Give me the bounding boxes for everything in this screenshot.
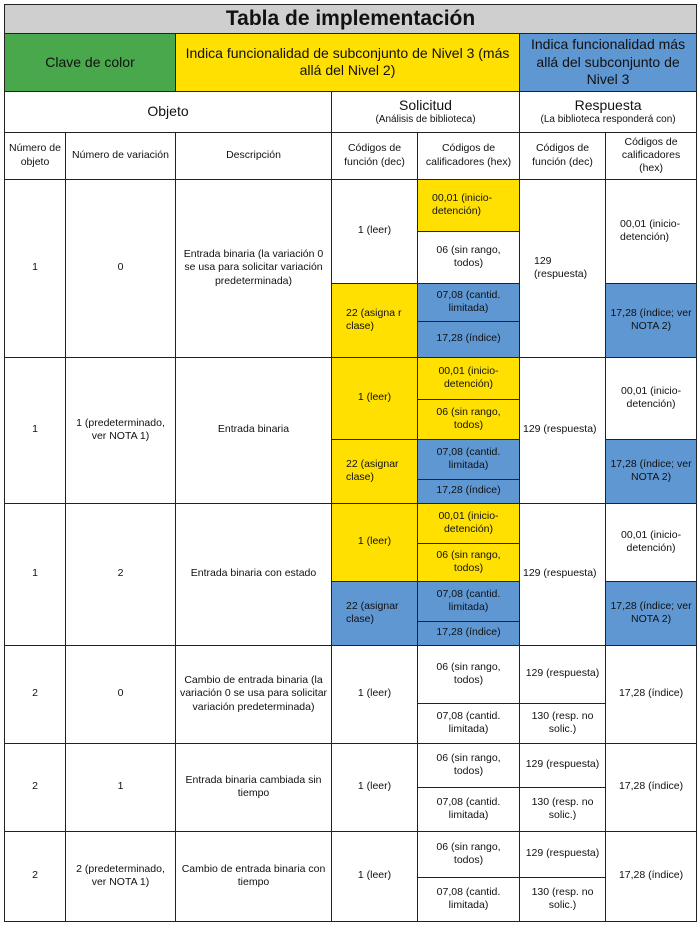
row6-qual-no-range: 06 (sin rango, todos): [418, 831, 520, 877]
row4-response-unsolicited: 130 (resp. no solic.): [520, 703, 606, 743]
section-response-sub: (La biblioteca responderá con): [540, 114, 676, 125]
row3-variation: 2: [66, 503, 176, 645]
row6-response-unsolicited: 130 (resp. no solic.): [520, 877, 606, 921]
header-response-function-codes: Códigos de función (dec): [520, 132, 606, 179]
row2-object: 1: [5, 357, 66, 503]
row5-qual-no-range: 06 (sin rango, todos): [418, 743, 520, 787]
section-object: [5, 91, 332, 132]
row2-qual-start-stop: 00,01 (inicio-detención): [418, 357, 520, 399]
row3-description: Entrada binaria con estado: [176, 503, 332, 645]
row1-qual-limited-qty: 07,08 (cantid. limitada): [418, 283, 520, 321]
color-key-blue: Indica funcionalidad más allá del subconjunto de Nivel 3: [520, 34, 697, 92]
header-response-qualifier-codes: Códigos de calificadores (hex): [606, 132, 697, 179]
section-request-label: Solicitud: [399, 96, 452, 113]
row3-resp-qual-start-stop: 00,01 (inicio-detención): [606, 503, 697, 581]
row2-response-func: 129 (respuesta): [520, 357, 606, 503]
row1-object: 1: [5, 179, 66, 357]
section-response: [520, 91, 697, 132]
row4-request-func-read: 1 (leer): [332, 645, 418, 743]
row6-qual-limited-qty: 07,08 (cantid. limitada): [418, 877, 520, 921]
row5-qual-limited-qty: 07,08 (cantid. limitada): [418, 787, 520, 831]
row2-qual-index: 17,28 (índice): [418, 479, 520, 503]
row2-qual-no-range: 06 (sin rango, todos): [418, 399, 520, 439]
row2-description: Entrada binaria: [176, 357, 332, 503]
row3-object: 1: [5, 503, 66, 645]
row5-request-func-read: 1 (leer): [332, 743, 418, 831]
row1-response-func: 129 (respuesta): [520, 179, 606, 357]
row1-request-func-assign-class: 22 (asigna r clase): [332, 283, 418, 357]
row6-variation: 2 (predeterminado, ver NOTA 1): [66, 831, 176, 921]
section-response-label: Respuesta: [574, 96, 642, 113]
row4-qual-limited-qty: 07,08 (cantid. limitada): [418, 703, 520, 743]
row6-object: 2: [5, 831, 66, 921]
row4-variation: 0: [66, 645, 176, 743]
row3-qual-no-range: 06 (sin rango, todos): [418, 543, 520, 581]
row4-object: 2: [5, 645, 66, 743]
row2-variation: 1 (predeterminado, ver NOTA 1): [66, 357, 176, 503]
row2-qual-limited-qty: 07,08 (cantid. limitada): [418, 439, 520, 479]
section-request-sub: (Análisis de biblioteca): [375, 114, 476, 125]
row3-response-func: 129 (respuesta): [520, 503, 606, 645]
header-object-number: Número de objeto: [5, 132, 66, 179]
row3-request-func-assign-class: 22 (asignar clase): [332, 581, 418, 645]
row4-resp-qual-index: 17,28 (índice): [606, 645, 697, 743]
row2-request-func-read: 1 (leer): [332, 357, 418, 439]
implementation-table-page: [4, 4, 696, 922]
row6-resp-qual-index: 17,28 (índice): [606, 831, 697, 921]
table-title: Tabla de implementación: [5, 5, 697, 34]
row1-resp-qual-start-stop: 00,01 (inicio-detención): [606, 179, 697, 283]
row3-resp-qual-index: 17,28 (índice; ver NOTA 2): [606, 581, 697, 645]
implementation-table: [4, 4, 697, 922]
row5-description: Entrada binaria cambiada sin tiempo: [176, 743, 332, 831]
row6-response-func: 129 (respuesta): [520, 831, 606, 877]
row1-qual-start-stop: 00,01 (inicio-detención): [418, 179, 520, 231]
row1-request-func-read: 1 (leer): [332, 179, 418, 283]
header-variation-number: Número de variación: [66, 132, 176, 179]
row5-response-unsolicited: 130 (resp. no solic.): [520, 787, 606, 831]
row3-qual-index: 17,28 (índice): [418, 621, 520, 645]
row3-qual-start-stop: 00,01 (inicio-detención): [418, 503, 520, 543]
row4-description: Cambio de entrada binaria (la variación 0 se usa para solicitar variación predeterminada): [176, 645, 332, 743]
row5-variation: 1: [66, 743, 176, 831]
row1-description: Entrada binaria (la variación 0 se usa para solicitar variación predeterminada): [176, 179, 332, 357]
row5-response-func: 129 (respuesta): [520, 743, 606, 787]
row4-response-func: 129 (respuesta): [520, 645, 606, 703]
row6-description: Cambio de entrada binaria con tiempo: [176, 831, 332, 921]
row6-request-func-read: 1 (leer): [332, 831, 418, 921]
header-request-function-codes: Códigos de función (dec): [332, 132, 418, 179]
row1-variation: 0: [66, 179, 176, 357]
row5-resp-qual-index: 17,28 (índice): [606, 743, 697, 831]
row1-qual-index: 17,28 (índice): [418, 321, 520, 357]
row3-request-func-read: 1 (leer): [332, 503, 418, 581]
header-description: Descripción: [176, 132, 332, 179]
row1-qual-no-range: 06 (sin rango, todos): [418, 231, 520, 283]
row2-resp-qual-start-stop: 00,01 (inicio-detención): [606, 357, 697, 439]
row2-resp-qual-index: 17,28 (índice; ver NOTA 2): [606, 439, 697, 503]
row5-object: 2: [5, 743, 66, 831]
section-request: [332, 91, 520, 132]
row3-qual-limited-qty: 07,08 (cantid. limitada): [418, 581, 520, 621]
color-key-yellow: Indica funcionalidad de subconjunto de Nivel 3 (más allá del Nivel 2): [176, 34, 520, 92]
row2-request-func-assign-class: 22 (asignar clase): [332, 439, 418, 503]
header-request-qualifier-codes: Códigos de calificadores (hex): [418, 132, 520, 179]
row4-qual-no-range: 06 (sin rango, todos): [418, 645, 520, 703]
section-object-label: Objeto: [147, 102, 189, 119]
row1-resp-qual-index: 17,28 (índice; ver NOTA 2): [606, 283, 697, 357]
color-key-label: Clave de color: [5, 34, 176, 92]
